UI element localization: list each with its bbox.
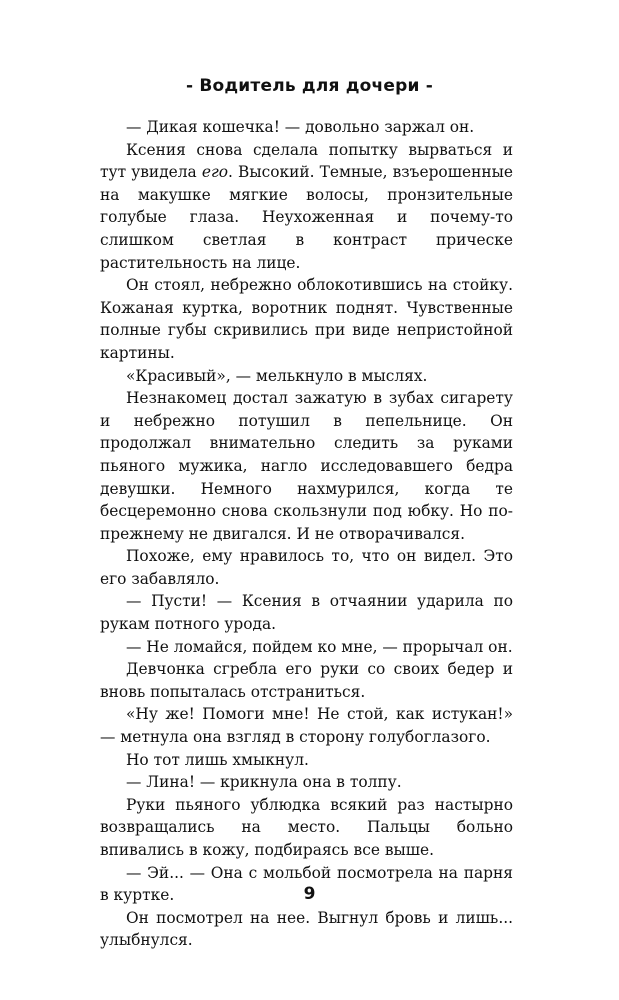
paragraph-1: — Дикая кошечка! — довольно заржал он. — [126, 118, 475, 136]
paragraph-7: — Пусти! — Ксения в отчаянии ударила по рукам потного урода. — [100, 592, 513, 634]
running-title: - Водитель для дочери - — [185, 76, 434, 96]
page-number: 9 — [303, 884, 316, 904]
paragraph-5: Незнакомец достал зажатую в зубах сигарету и небрежно потушил в пепельнице. Он продолжал внимательно следить за руками пьяного мужика, нагло исследовавшего бедра девушки. Немного нахмурился, когда те бесцеремонно снова скользнули под юбку. Но по-прежнему не двигался. И не отворачивался. — [100, 389, 513, 543]
paragraph-8: — Не ломайся, пойдем ко мне, — прорычал он. — [126, 637, 513, 656]
paragraph-14: — Эй... — Она с мольбой посмотрела на парня в куртке. — [100, 863, 513, 905]
paragraph-2-start: Ксения снова сделала попытку вырваться и тут увидела — [100, 140, 513, 182]
paragraph-6: Похоже, ему нравилось то, что он видел. Это его забавляло. — [100, 547, 513, 588]
paragraph-15: Он посмотрел на нее. Выгнул бровь и лишь... улыбнулся. — [100, 908, 513, 950]
paragraph-12: — Лина! — крикнула она в толпу. — [126, 773, 402, 792]
paragraph-2-end: . Высокий. Темные, взъерошенные на макушке мягкие волосы, пронзительные голубые глаза. Неухоженная и почему-то слишком светлая в контраст прическе растительность на лице. — [100, 163, 513, 272]
paragraph-10: «Ну же! Помоги мне! Не стой, как истукан!» — метнула она взгляд в сторону голубоглазого. — [100, 705, 513, 747]
paragraph-2 — [100, 139, 513, 275]
paragraph-3: Он стоял, небрежно облокотившись на стойку. Кожаная куртка, воротник поднят. Чувственные полные губы скривились при виде непристойной картины. — [100, 276, 513, 362]
paragraph-9: Девчонка сгребла его руки со своих бедер и вновь попыталась отстраниться. — [100, 660, 513, 701]
emphasized-word: его — [201, 163, 229, 182]
paragraph-4: «Красивый», — мелькнуло в мыслях. — [126, 366, 428, 385]
main-text — [100, 116, 513, 952]
paragraph-11: Но тот лишь хмыкнул. — [126, 750, 309, 769]
paragraph-13: Руки пьяного ублюдка всякий раз настырно возвращались на место. Пальцы больно впивались в кожу, подбираясь все выше. — [100, 795, 513, 859]
